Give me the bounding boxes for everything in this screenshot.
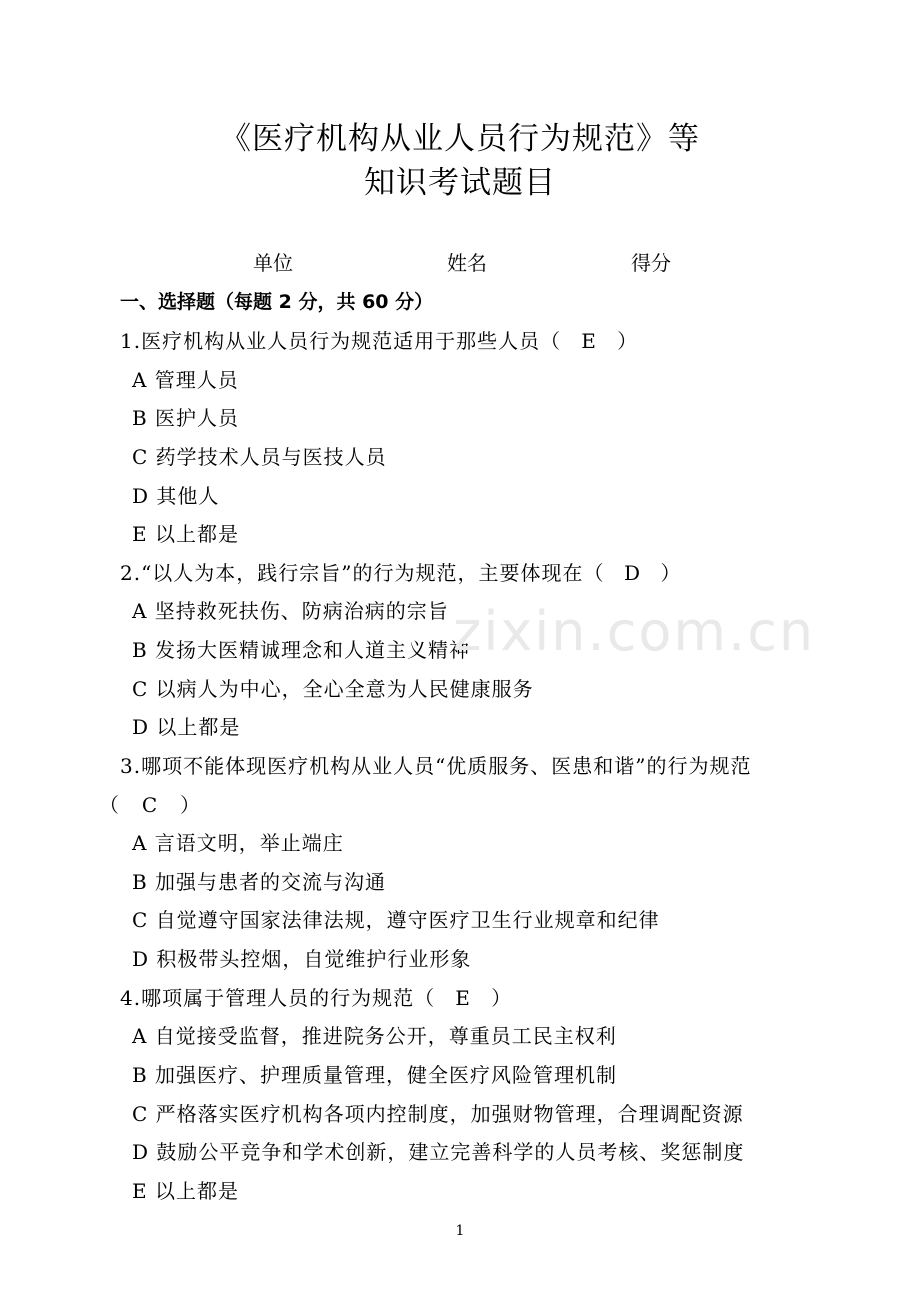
question-2-option-c: C 以病人为中心，全心全意为人民健康服务: [132, 677, 534, 701]
score-label: 得分: [631, 251, 671, 275]
question-1: [120, 325, 638, 354]
question-3-answer-line: [99, 789, 201, 818]
section-heading: 一、选择题（每题 2 分，共 60 分）: [120, 291, 434, 313]
question-1-option-c: C 药学技术人员与医技人员: [132, 445, 387, 469]
name-label: 姓名: [447, 251, 487, 275]
question-2-option-a: A 坚持救死扶伤、防病治病的宗旨: [132, 599, 449, 623]
question-1-answer: E: [581, 329, 597, 353]
question-4-option-e: E 以上都是: [132, 1179, 239, 1203]
document-title-line-2: 知识考试题目: [364, 165, 556, 201]
question-2-option-d: D 以上都是: [132, 715, 241, 739]
question-2: [120, 557, 682, 586]
question-3-text: 3.哪项不能体现医疗机构从业人员“优质服务、医患和谐”的行为规范: [120, 754, 752, 778]
question-3-open: （: [99, 793, 120, 817]
examinee-info-row: [0, 247, 920, 277]
question-1-option-b: B 医护人员: [132, 406, 240, 430]
question-1-option-d: D 其他人: [132, 484, 220, 508]
question-1-option-a: A 管理人员: [132, 368, 239, 392]
question-1-option-e: E 以上都是: [132, 522, 239, 546]
question-3-option-b: B 加强与患者的交流与沟通: [132, 870, 387, 894]
question-4-close: ）: [491, 986, 513, 1010]
page-number: 1: [455, 1223, 465, 1239]
question-4-option-d: D 鼓励公平竞争和学术创新，建立完善科学的人员考核、奖惩制度: [132, 1140, 745, 1164]
unit-label: 单位: [253, 251, 293, 275]
question-2-option-b: B 发扬大医精诚理念和人道主义精神: [132, 638, 471, 662]
question-2-text: 2.“以人为本，践行宗旨”的行为规范，主要体现在（: [120, 561, 605, 585]
question-4-text: 4.哪项属于管理人员的行为规范（: [120, 986, 436, 1010]
question-1-text: 1.医疗机构从业人员行为规范适用于那些人员（: [120, 329, 562, 353]
watermark: zixin.com.cn: [453, 600, 816, 663]
question-3-close: ）: [180, 793, 201, 817]
question-1-close: ）: [617, 329, 639, 353]
question-3-option-c: C 自觉遵守国家法律法规，遵守医疗卫生行业规章和纪律: [132, 908, 660, 932]
question-3-option-a: A 言语文明，举止端庄: [132, 831, 344, 855]
question-4-answer: E: [455, 986, 471, 1010]
question-2-answer: D: [624, 561, 642, 585]
question-4-option-a: A 自觉接受监督，推进院务公开，尊重员工民主权利: [132, 1024, 617, 1048]
question-4: [120, 982, 512, 1011]
question-4-option-b: B 加强医疗、护理质量管理，健全医疗风险管理机制: [132, 1063, 618, 1087]
question-3-option-d: D 积极带头控烟，自觉维护行业形象: [132, 947, 472, 971]
question-4-option-c: C 严格落实医疗机构各项内控制度，加强财物管理，合理调配资源: [132, 1102, 744, 1126]
question-3-answer: C: [141, 793, 159, 817]
document-title-line-1: 《医疗机构从业人员行为规范》等: [220, 121, 700, 157]
question-2-close: ）: [660, 561, 682, 585]
